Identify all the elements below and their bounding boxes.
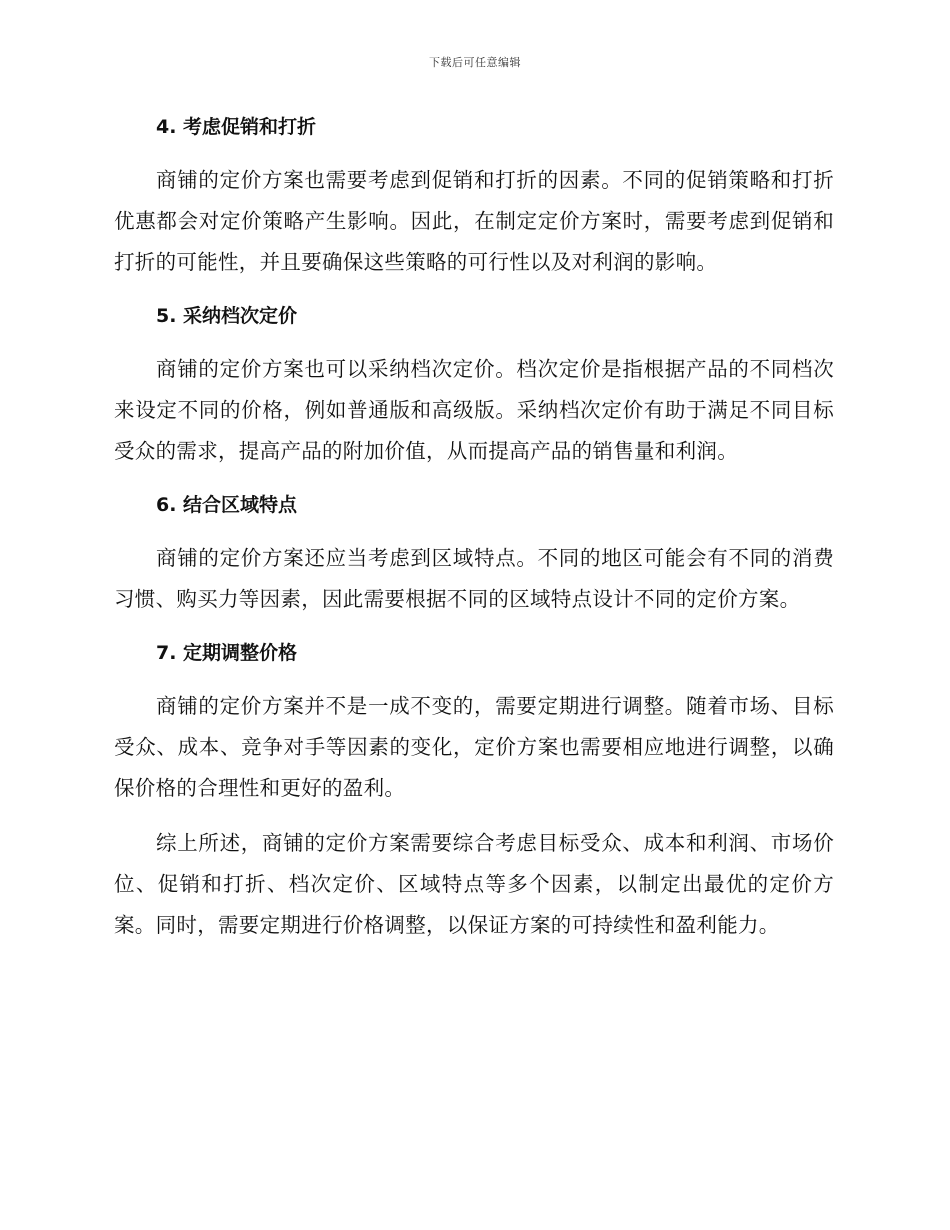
section-heading: 4. 考虑促销和打折 xyxy=(156,116,317,138)
section-regional xyxy=(114,486,834,620)
section-periodic-adjustment xyxy=(114,634,834,809)
section-paragraph: 商铺的定价方案也需要考虑到促销和打折的因素。不同的促销策略和打折优惠都会对定价策略产生影响。因此，在制定定价方案时，需要考虑到促销和打折的可能性，并且要确保这些策略的可行性以及对利润的影响。 xyxy=(114,168,834,274)
section-heading: 7. 定期调整价格 xyxy=(156,642,298,664)
page-header: 下载后可任意编辑 xyxy=(429,56,521,69)
section-paragraph: 商铺的定价方案也可以采纳档次定价。档次定价是指根据产品的不同档次来设定不同的价格，例如普通版和高级版。采纳档次定价有助于满足不同目标受众的需求，提高产品的附加价值，从而提高产品的销售量和利润。 xyxy=(114,357,834,463)
conclusion-paragraph: 综上所述，商铺的定价方案需要综合考虑目标受众、成本和利润、市场价位、促销和打折、档次定价、区域特点等多个因素，以制定出最优的定价方案。同时，需要定期进行价格调整，以保证方案的可持续性和盈利能力。 xyxy=(114,831,834,937)
section-heading: 6. 结合区域特点 xyxy=(156,494,298,516)
section-promotions xyxy=(114,108,834,283)
section-tiered-pricing xyxy=(114,297,834,472)
section-paragraph: 商铺的定价方案并不是一成不变的，需要定期进行调整。随着市场、目标受众、成本、竞争对手等因素的变化，定价方案也需要相应地进行调整，以确保价格的合理性和更好的盈利。 xyxy=(114,694,834,800)
document-body xyxy=(114,108,834,960)
section-heading: 5. 采纳档次定价 xyxy=(156,305,298,327)
section-paragraph: 商铺的定价方案还应当考虑到区域特点。不同的地区可能会有不同的消费习惯、购买力等因素，因此需要根据不同的区域特点设计不同的定价方案。 xyxy=(114,546,834,611)
